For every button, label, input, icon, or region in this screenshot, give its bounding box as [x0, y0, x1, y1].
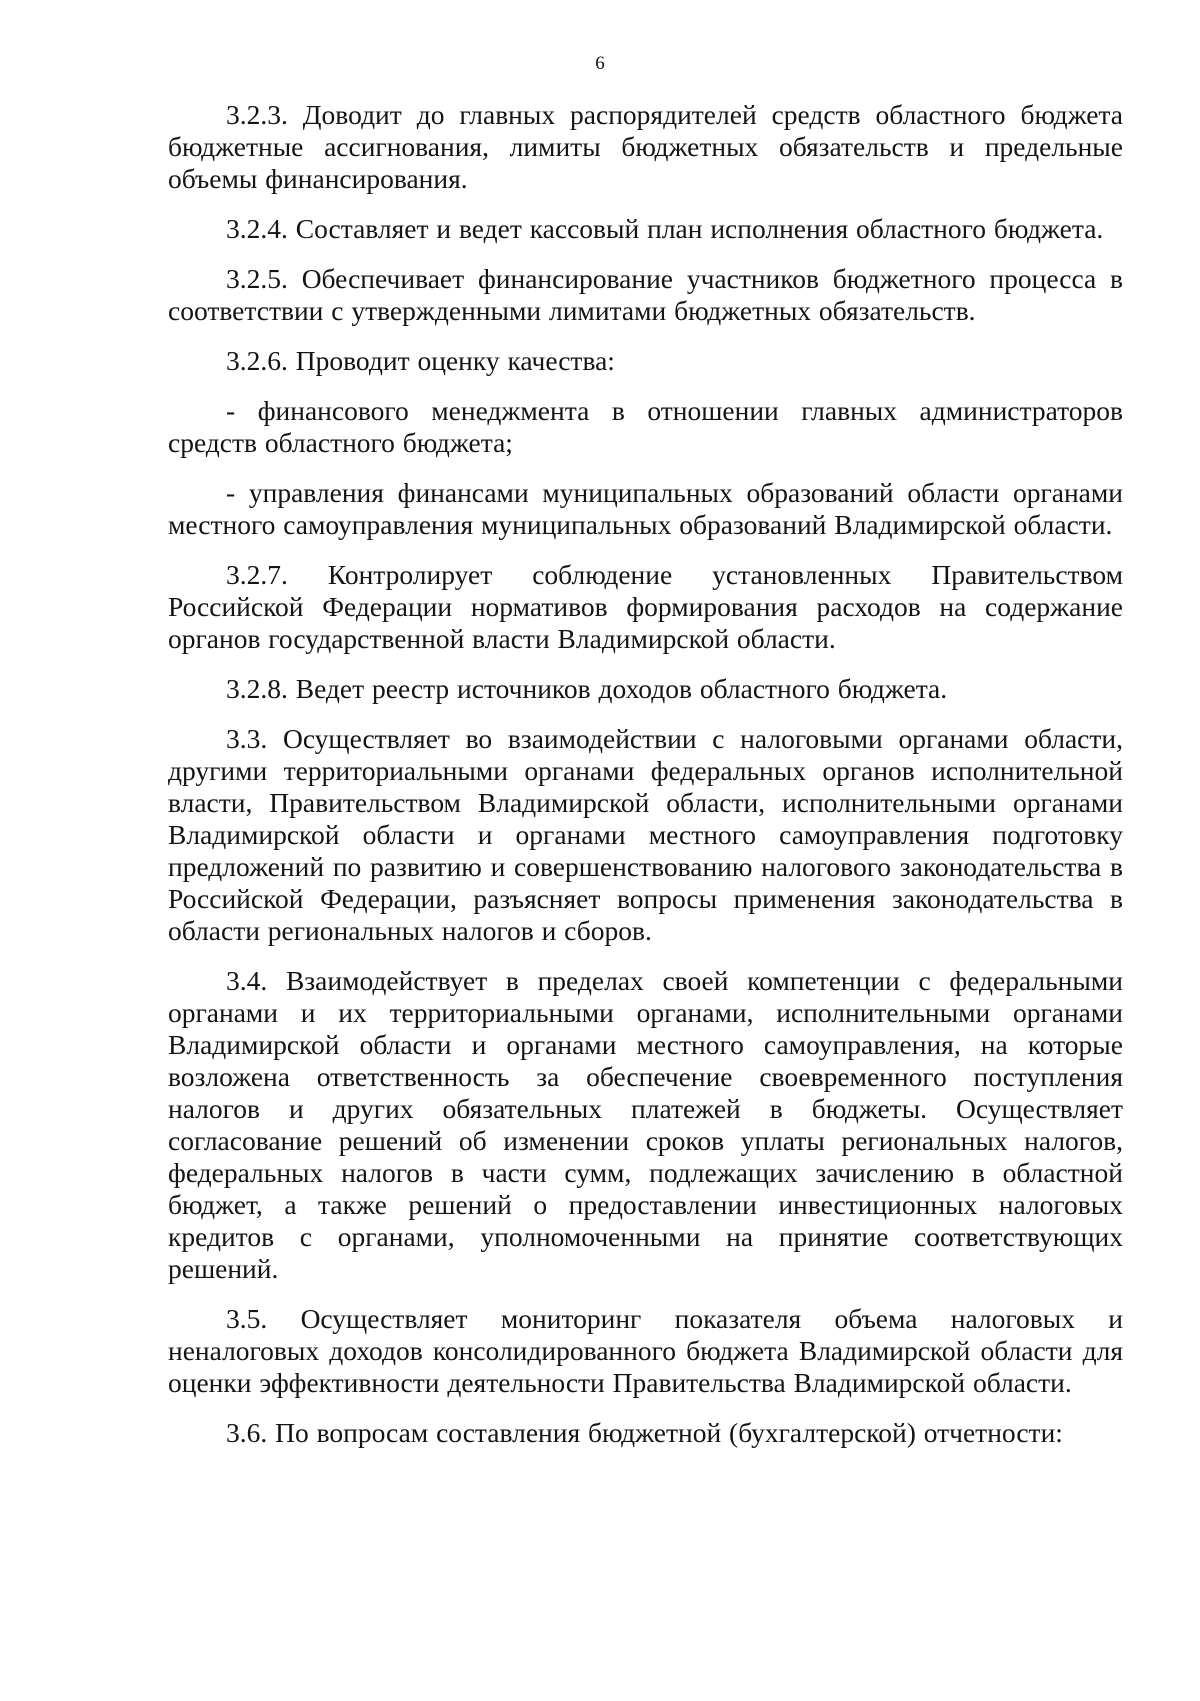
page-number: 6	[595, 53, 605, 74]
paragraph-3-2-7: 3.2.7. Контролирует соблюдение установленных Правительством Российской Федерации нормативов формирования расходов на содержание органов государственной власти Владимирской области.	[168, 559, 1123, 654]
paragraph-3-3: 3.3. Осуществляет во взаимодействии с налоговыми органами области, другими территориальными органами федеральных органов исполнительной власти, Правительством Владимирской области, исполнительными органами Владимирской области и органами местного самоуправления подготовку предложений по развитию и совершенствованию налогового законодательства в Российской Федерации, разъясняет вопросы применения законодательства в области региональных налогов и сборов.	[168, 723, 1123, 946]
list-item-financial-management: - финансового менеджмента в отношении главных администраторов средств областного бюджета;	[168, 395, 1123, 458]
list-item-municipal-finance: - управления финансами муниципальных образований области органами местного самоуправления муниципальных образований Владимирской области.	[168, 477, 1123, 540]
document-body	[168, 99, 1123, 1467]
paragraph-3-2-3: 3.2.3. Доводит до главных распорядителей средств областного бюджета бюджетные ассигнования, лимиты бюджетных обязательств и предельные объемы финансирования.	[168, 99, 1123, 194]
paragraph-3-2-5: 3.2.5. Обеспечивает финансирование участников бюджетного процесса в соответствии с утвержденными лимитами бюджетных обязательств.	[168, 263, 1123, 326]
paragraph-3-5: 3.5. Осуществляет мониторинг показателя объема налоговых и неналоговых доходов консолидированного бюджета Владимирской области для оценки эффективности деятельности Правительства Владимирской области.	[168, 1303, 1123, 1398]
paragraph-3-6: 3.6. По вопросам составления бюджетной (бухгалтерской) отчетности:	[226, 1417, 1063, 1448]
paragraph-3-4: 3.4. Взаимодействует в пределах своей компетенции с федеральными органами и их территориальными органами, исполнительными органами Владимирской области и органами местного самоуправления, на которые возложена ответственность за обеспечение своевременного поступления налогов и других обязательных платежей в бюджеты. Осуществляет согласование решений об изменении сроков уплаты региональных налогов, федеральных налогов в части сумм, подлежащих зачислению в областной бюджет, а также решений о предоставлении инвестиционных налоговых кредитов с органами, уполномоченными на принятие соответствующих решений.	[168, 965, 1123, 1284]
paragraph-3-2-6: 3.2.6. Проводит оценку качества:	[226, 345, 615, 376]
paragraph-3-2-8: 3.2.8. Ведет реестр источников доходов областного бюджета.	[226, 673, 948, 704]
paragraph-3-2-4: 3.2.4. Составляет и ведет кассовый план исполнения областного бюджета.	[226, 213, 1104, 244]
